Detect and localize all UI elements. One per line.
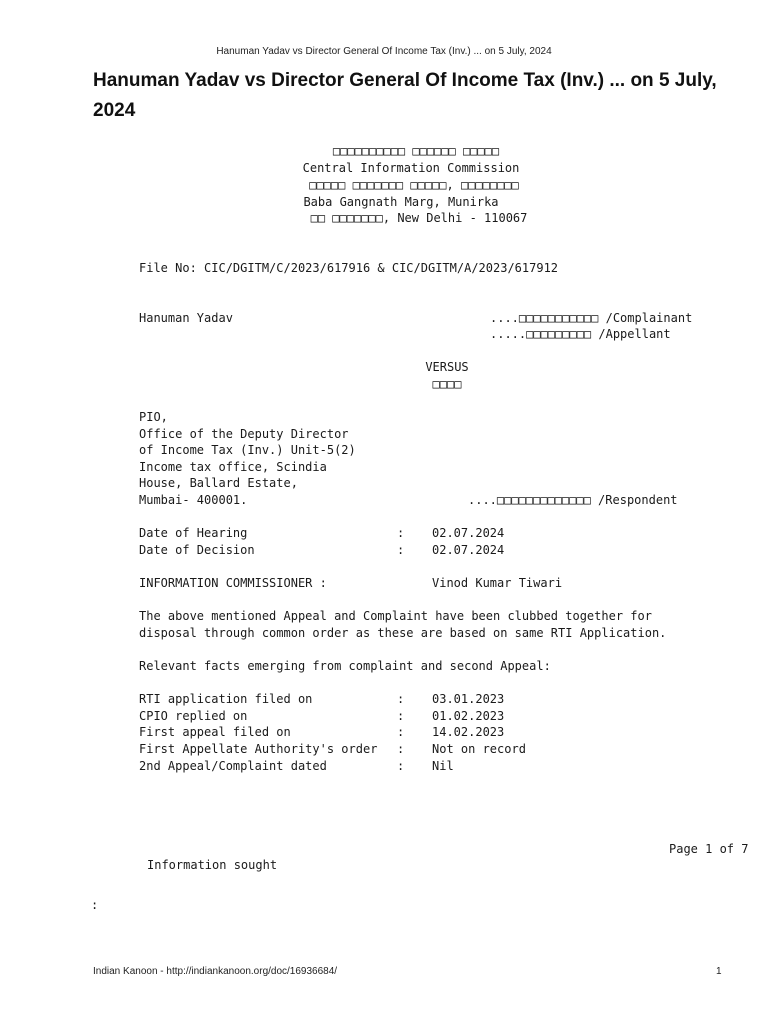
fact-sep: :	[397, 742, 405, 756]
file-number: File No: CIC/DGITM/C/2023/617916 & CIC/DGITM/A/2023/617912	[139, 261, 559, 275]
decision-label: Date of Decision	[139, 543, 255, 557]
fact-label: 2nd Appeal/Complaint dated	[139, 759, 327, 773]
paragraph-line: The above mentioned Appeal and Complaint have been clubbed together for	[139, 609, 652, 623]
office-line-hindi-1: □□□□□□□□□□ □□□□□□ □□□□□	[332, 144, 500, 158]
page-title: Hanuman Yadav vs Director General Of Income Tax (Inv.) ... on 5 July, 2024	[93, 70, 717, 121]
respondent-line: House, Ballard Estate,	[139, 476, 298, 490]
respondent-role: ....□□□□□□□□□□□□□ /Respondent	[468, 493, 678, 507]
fact-value: 03.01.2023	[432, 692, 505, 706]
complainant-role: ....□□□□□□□□□□□ /Complainant	[490, 311, 693, 325]
appellant-role: .....□□□□□□□□□ /Appellant	[490, 327, 671, 341]
hearing-label: Date of Hearing	[139, 526, 248, 540]
fact-sep: :	[397, 709, 405, 723]
office-line-english-1: Central Information Commission	[302, 161, 520, 175]
paragraph-line: disposal through common order as these are based on same RTI Application.	[139, 626, 667, 640]
fact-value: Nil	[432, 759, 454, 773]
decision-date: 02.07.2024	[432, 543, 505, 557]
fact-sep: :	[397, 692, 405, 706]
commissioner-name: Vinod Kumar Tiwari	[432, 576, 563, 590]
decision-sep: :	[397, 543, 405, 557]
fact-label: RTI application filed on	[139, 692, 313, 706]
footer-page-number: 1	[716, 966, 722, 977]
fact-sep: :	[397, 725, 405, 739]
respondent-line: PIO,	[139, 410, 168, 424]
hearing-sep: :	[397, 526, 405, 540]
fact-sep: :	[397, 759, 405, 773]
office-line-english-2: Baba Gangnath Marg, Munirka	[303, 195, 499, 209]
fact-value: Not on record	[432, 742, 526, 756]
page-of-indicator: Page 1 of 7	[669, 842, 749, 856]
footer-source: Indian Kanoon - http://indiankanoon.org/doc/16936684/	[93, 966, 338, 977]
respondent-line: Mumbai- 400001.	[139, 493, 248, 507]
fact-label: First appeal filed on	[139, 725, 291, 739]
stray-colon: :	[91, 898, 99, 912]
office-line-hindi-2: □□□□□ □□□□□□□ □□□□□, □□□□□□□□	[309, 178, 519, 192]
section-heading: Information sought	[147, 858, 278, 872]
fact-label: First Appellate Authority's order	[139, 742, 378, 756]
versus-hindi: □□□□	[432, 377, 462, 391]
running-header: Hanuman Yadav vs Director General Of Income Tax (Inv.) ... on 5 July, 2024	[216, 46, 552, 57]
fact-value: 14.02.2023	[432, 725, 505, 739]
paragraph-line: Relevant facts emerging from complaint and second Appeal:	[139, 659, 551, 673]
commissioner-label: INFORMATION COMMISSIONER :	[139, 576, 327, 590]
respondent-line: Income tax office, Scindia	[139, 460, 327, 474]
respondent-line: Office of the Deputy Director	[139, 427, 349, 441]
versus-label: VERSUS	[425, 360, 469, 374]
complainant-name: Hanuman Yadav	[139, 311, 233, 325]
hearing-date: 02.07.2024	[432, 526, 505, 540]
fact-value: 01.02.2023	[432, 709, 505, 723]
fact-label: CPIO replied on	[139, 709, 248, 723]
respondent-line: of Income Tax (Inv.) Unit-5(2)	[139, 443, 356, 457]
office-line-address: □□ □□□□□□□, New Delhi - 110067	[310, 211, 528, 225]
